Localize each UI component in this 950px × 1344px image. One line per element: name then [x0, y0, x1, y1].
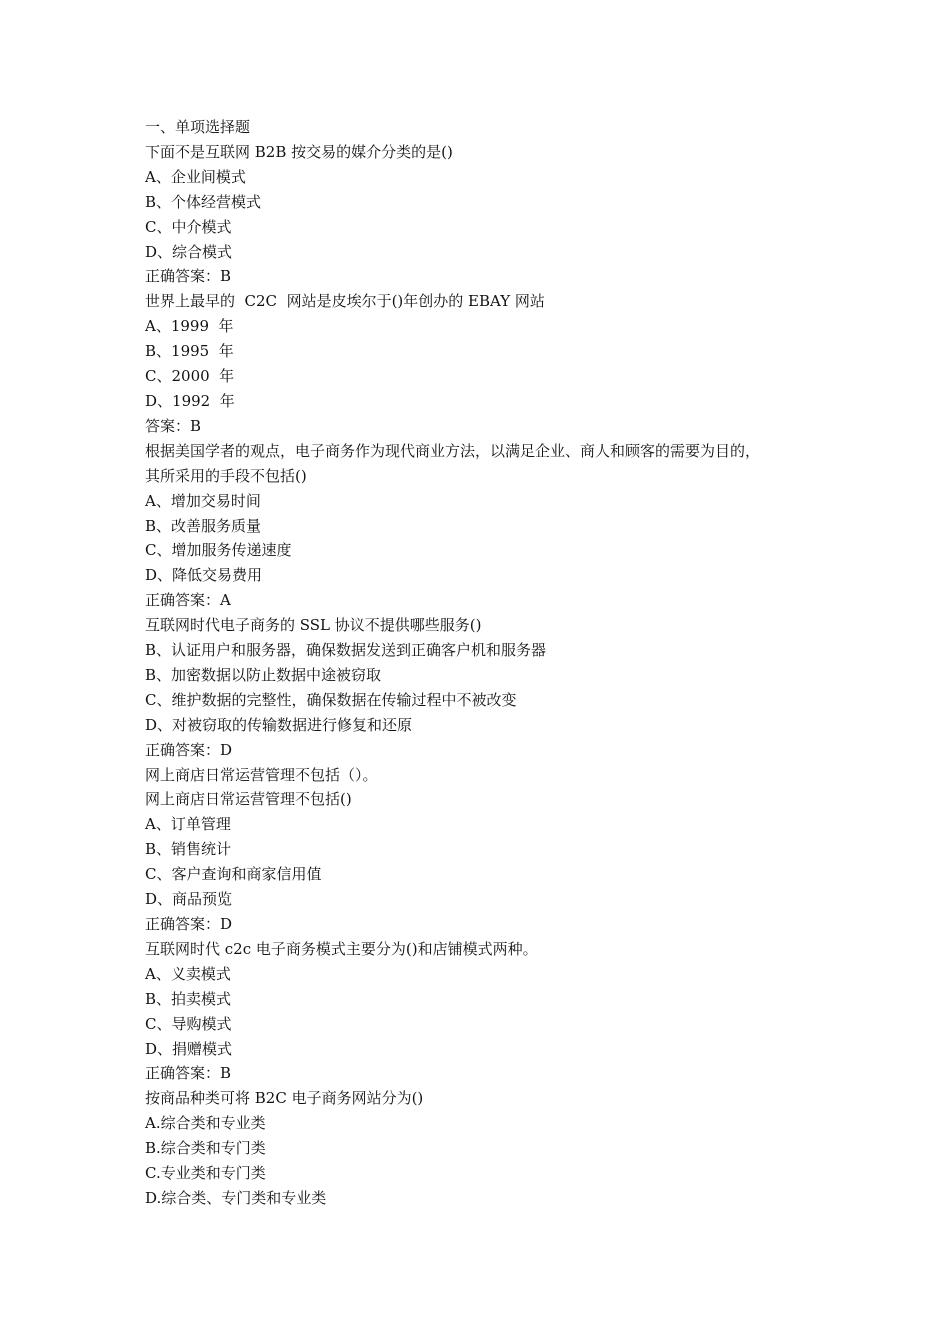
- option-c: C、导购模式: [145, 1014, 232, 1033]
- option-b: B.综合类和专门类: [145, 1139, 266, 1158]
- option-c: C.专业类和专门类: [145, 1164, 266, 1183]
- answer-text: 正确答案：B: [145, 1064, 232, 1083]
- answer-text: 正确答案：D: [145, 915, 233, 933]
- question-text: 网上商店日常运营管理不包括(): [145, 790, 352, 809]
- option-d: D、商品预览: [145, 890, 233, 909]
- option-b: B、加密数据以防止数据中途被窃取: [145, 665, 382, 684]
- option-a: A、义卖模式: [145, 964, 231, 983]
- question-text-continued: 其所采用的手段不包括(): [145, 466, 307, 485]
- option-c: C、客户查询和商家信用值: [145, 865, 322, 884]
- option-c: C、维护数据的完整性，确保数据在传输过程中不被改变: [145, 690, 517, 709]
- option-a: A、企业间模式: [145, 167, 246, 186]
- option-d: D、1992 年: [145, 391, 235, 410]
- question-text: 根据美国学者的观点，电子商务作为现代商业方法，以满足企业、商人和顾客的需要为目的，: [145, 441, 761, 460]
- question-text: 下面不是互联网 B2B 按交易的媒介分类的是(): [145, 142, 453, 161]
- option-c: C、2000 年: [145, 367, 235, 386]
- answer-text: 答案：B: [145, 416, 202, 435]
- answer-text: 正确答案：D: [145, 740, 233, 759]
- option-b: B、改善服务质量: [145, 516, 262, 535]
- option-a: A、订单管理: [145, 815, 231, 834]
- option-a: A.综合类和专业类: [145, 1114, 266, 1133]
- option-d: D、对被窃取的传输数据进行修复和还原: [145, 715, 413, 734]
- option-c: C、中介模式: [145, 217, 232, 236]
- question-text: 互联网时代 c2c 电子商务模式主要分为()和店铺模式两种。: [145, 939, 538, 958]
- section-heading: 一、单项选择题: [145, 118, 251, 136]
- document-body: [145, 115, 825, 1211]
- question-text: 互联网时代电子商务的 SSL 协议不提供哪些服务(): [145, 616, 482, 635]
- question-text: 网上商店日常运营管理不包括（）。: [145, 765, 378, 784]
- option-b: B、拍卖模式: [145, 989, 232, 1008]
- answer-text: 正确答案：A: [145, 591, 231, 610]
- option-b: B、认证用户和服务器，确保数据发送到正确客户机和服务器: [145, 641, 547, 660]
- option-d: D、综合模式: [145, 242, 233, 261]
- question-text: 世界上最早的 C2C 网站是皮埃尔于()年创办的 EBAY 网站: [145, 292, 545, 311]
- option-d: D、降低交易费用: [145, 566, 263, 585]
- option-b: B、1995 年: [145, 342, 234, 361]
- option-a: A、增加交易时间: [145, 491, 261, 510]
- option-b: B、个体经营模式: [145, 192, 262, 211]
- question-text: 按商品种类可将 B2C 电子商务网站分为(): [145, 1089, 424, 1108]
- option-c: C、增加服务传递速度: [145, 541, 292, 560]
- answer-text: 正确答案：B: [145, 267, 232, 286]
- option-a: A、1999 年: [145, 317, 234, 336]
- option-d: D、捐赠模式: [145, 1039, 233, 1058]
- option-d: D.综合类、专门类和专业类: [145, 1188, 327, 1207]
- option-b: B、销售统计: [145, 840, 232, 859]
